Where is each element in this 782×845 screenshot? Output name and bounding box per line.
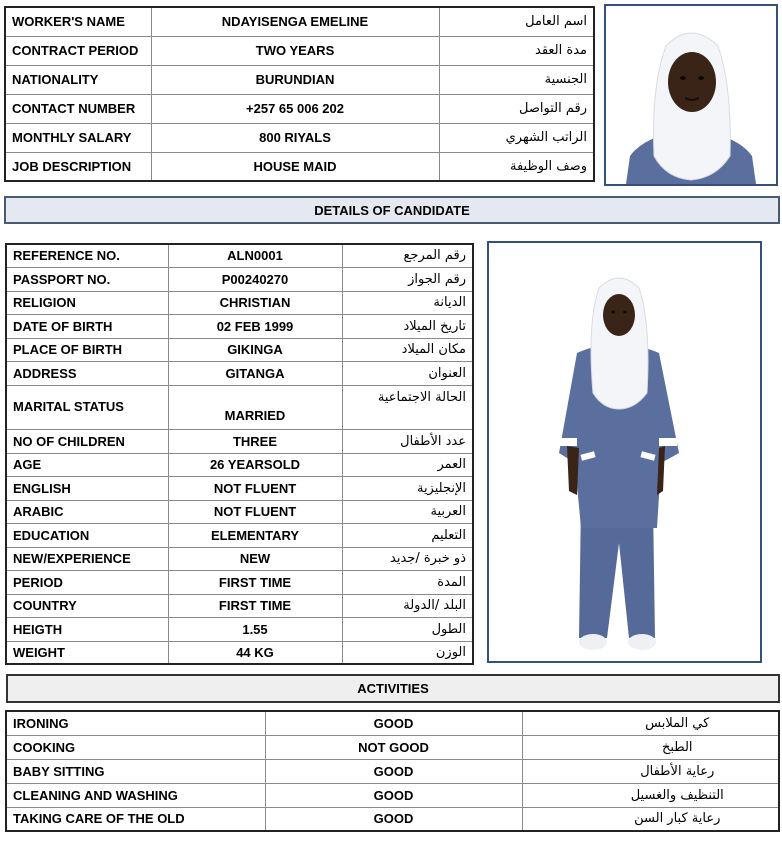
activity-label: COOKING <box>6 735 265 759</box>
worker-row <box>5 7 594 36</box>
row-arabic: رقم التواصل <box>439 94 594 123</box>
candidate-row <box>6 641 473 664</box>
row-arabic: العمر <box>342 453 473 476</box>
candidate-row <box>6 523 473 547</box>
row-label: ENGLISH <box>6 476 168 500</box>
candidate-row <box>6 385 473 429</box>
row-value: GITANGA <box>168 361 342 385</box>
row-label: RELIGION <box>6 291 168 314</box>
row-value: 800 RIYALS <box>151 123 439 152</box>
candidate-row <box>6 361 473 385</box>
worker-row <box>5 152 594 181</box>
row-value: NOT FLUENT <box>168 500 342 523</box>
row-value: 1.55 <box>168 617 342 641</box>
row-label: WEIGHT <box>6 641 168 664</box>
row-arabic: البلد /الدولة <box>342 594 473 617</box>
activity-label: IRONING <box>6 711 265 735</box>
row-label: JOB DESCRIPTION <box>5 152 151 181</box>
activity-value: GOOD <box>265 807 522 831</box>
worker-row <box>5 36 594 65</box>
full-body-photo <box>487 241 762 663</box>
row-value: ELEMENTARY <box>168 523 342 547</box>
row-arabic: الحالة الاجتماعية <box>342 385 473 429</box>
row-arabic: الراتب الشهري <box>439 123 594 152</box>
row-label: NATIONALITY <box>5 65 151 94</box>
row-value: ALN0001 <box>168 244 342 267</box>
activity-arabic: رعاية الأطفال <box>522 759 779 783</box>
row-value: MARRIED <box>168 385 342 429</box>
candidate-row <box>6 429 473 453</box>
activity-label: CLEANING AND WASHING <box>6 783 265 807</box>
candidate-row <box>6 244 473 267</box>
row-label: CONTACT NUMBER <box>5 94 151 123</box>
activities-table <box>5 710 780 832</box>
row-arabic: تاريخ الميلاد <box>342 314 473 338</box>
portrait-figure <box>606 6 776 184</box>
row-arabic: مكان الميلاد <box>342 338 473 361</box>
row-label: PASSPORT NO. <box>6 267 168 291</box>
row-arabic: المدة <box>342 570 473 594</box>
candidate-row <box>6 547 473 570</box>
row-label: NEW/EXPERIENCE <box>6 547 168 570</box>
details-banner: DETAILS OF CANDIDATE <box>4 196 780 224</box>
row-label: COUNTRY <box>6 594 168 617</box>
row-label: NO OF CHILDREN <box>6 429 168 453</box>
activity-arabic: رعاية كبار السن <box>522 807 779 831</box>
candidate-row <box>6 267 473 291</box>
row-arabic: عدد الأطفال <box>342 429 473 453</box>
candidate-row <box>6 338 473 361</box>
row-value: 44 KG <box>168 641 342 664</box>
worker-row <box>5 94 594 123</box>
candidate-row <box>6 594 473 617</box>
row-arabic: العربية <box>342 500 473 523</box>
candidate-row <box>6 617 473 641</box>
candidate-row <box>6 476 473 500</box>
row-label: REFERENCE NO. <box>6 244 168 267</box>
activity-label: TAKING CARE OF THE OLD <box>6 807 265 831</box>
candidate-row <box>6 500 473 523</box>
row-value: +257 65 006 202 <box>151 94 439 123</box>
row-arabic: الديانة <box>342 291 473 314</box>
row-arabic: التعليم <box>342 523 473 547</box>
row-value: CHRISTIAN <box>168 291 342 314</box>
activity-label: BABY SITTING <box>6 759 265 783</box>
candidate-row <box>6 570 473 594</box>
row-value: TWO YEARS <box>151 36 439 65</box>
row-arabic: وصف الوظيفة <box>439 152 594 181</box>
activity-row <box>6 783 779 807</box>
row-value: GIKINGA <box>168 338 342 361</box>
worker-info-table <box>4 6 595 182</box>
row-label: MONTHLY SALARY <box>5 123 151 152</box>
activity-value: NOT GOOD <box>265 735 522 759</box>
row-value: THREE <box>168 429 342 453</box>
candidate-row <box>6 291 473 314</box>
activity-row <box>6 735 779 759</box>
activity-value: GOOD <box>265 711 522 735</box>
row-arabic: مدة العقد <box>439 36 594 65</box>
activity-arabic: كي الملابس <box>522 711 779 735</box>
row-arabic: العنوان <box>342 361 473 385</box>
row-arabic: الوزن <box>342 641 473 664</box>
activity-value: GOOD <box>265 759 522 783</box>
row-value: HOUSE MAID <box>151 152 439 181</box>
row-label: AGE <box>6 453 168 476</box>
row-label: ARABIC <box>6 500 168 523</box>
candidate-row <box>6 453 473 476</box>
row-label: DATE OF BIRTH <box>6 314 168 338</box>
row-arabic: الإنجليزية <box>342 476 473 500</box>
row-label: WORKER'S NAME <box>5 7 151 36</box>
activities-banner: ACTIVITIES <box>6 674 780 703</box>
activity-arabic: التنظيف والغسيل <box>522 783 779 807</box>
row-arabic: الطول <box>342 617 473 641</box>
row-label: HEIGTH <box>6 617 168 641</box>
row-arabic: رقم الجواز <box>342 267 473 291</box>
row-label: MARITAL STATUS <box>6 385 168 429</box>
headshot-photo <box>604 4 778 186</box>
row-label: PLACE OF BIRTH <box>6 338 168 361</box>
activity-arabic: الطبخ <box>522 735 779 759</box>
row-value: P00240270 <box>168 267 342 291</box>
row-value: FIRST TIME <box>168 594 342 617</box>
activity-row <box>6 711 779 735</box>
row-value: 02 FEB 1999 <box>168 314 342 338</box>
row-value: 26 YEARSOLD <box>168 453 342 476</box>
row-value: NEW <box>168 547 342 570</box>
row-value: NDAYISENGA EMELINE <box>151 7 439 36</box>
full-body-figure <box>489 243 760 661</box>
row-label: ADDRESS <box>6 361 168 385</box>
activity-value: GOOD <box>265 783 522 807</box>
worker-row <box>5 65 594 94</box>
row-arabic: اسم العامل <box>439 7 594 36</box>
row-value: BURUNDIAN <box>151 65 439 94</box>
row-arabic: الجنسية <box>439 65 594 94</box>
row-arabic: رقم المرجع <box>342 244 473 267</box>
candidate-row <box>6 314 473 338</box>
activity-row <box>6 759 779 783</box>
candidate-details-table <box>5 243 474 665</box>
row-label: EDUCATION <box>6 523 168 547</box>
row-label: PERIOD <box>6 570 168 594</box>
row-label: CONTRACT PERIOD <box>5 36 151 65</box>
activity-row <box>6 807 779 831</box>
worker-row <box>5 123 594 152</box>
row-value: FIRST TIME <box>168 570 342 594</box>
row-arabic: ذو خبرة /جديد <box>342 547 473 570</box>
row-value: NOT FLUENT <box>168 476 342 500</box>
